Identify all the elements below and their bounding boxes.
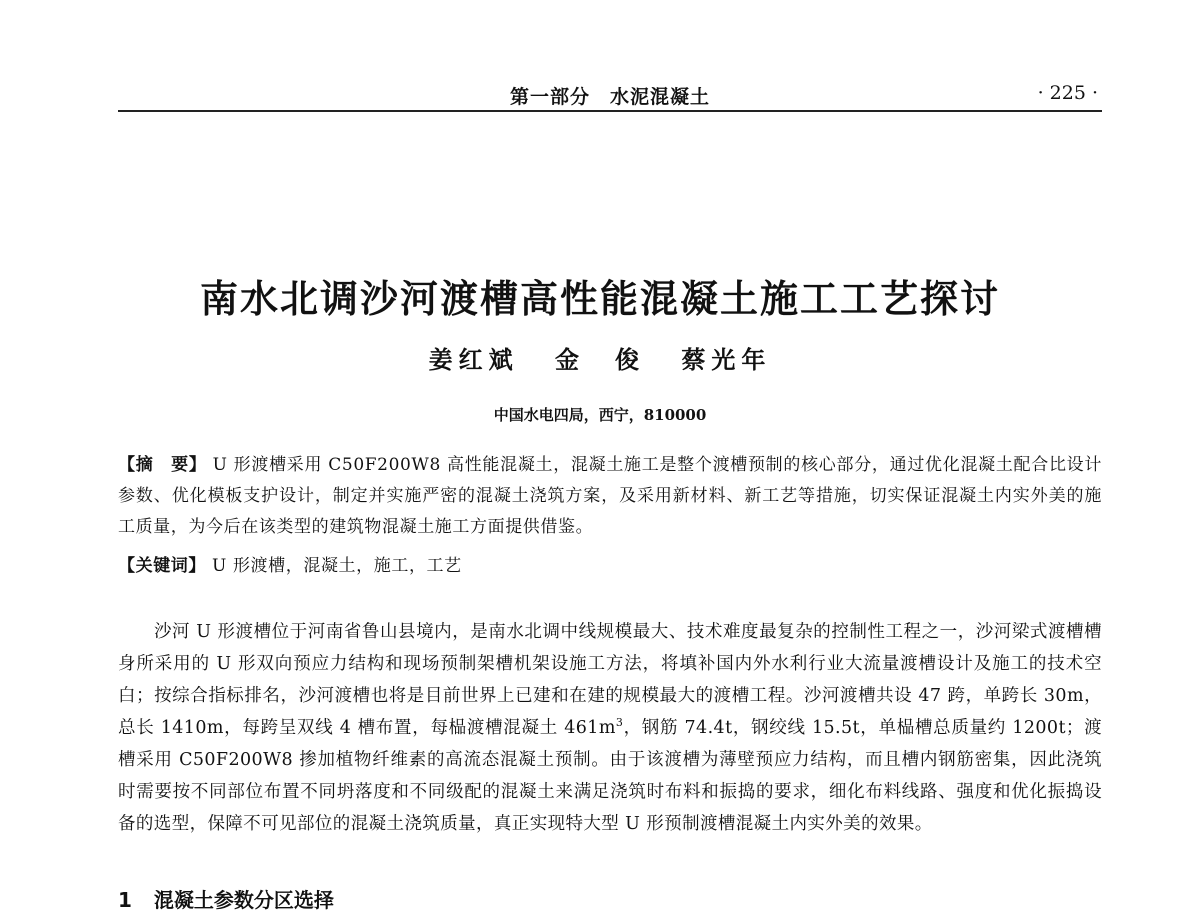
author-list — [0, 340, 1200, 375]
keywords — [118, 551, 1102, 581]
author-name: 蔡光年 — [681, 345, 772, 374]
abstract — [118, 450, 1102, 543]
abstract-text: U 形渡槽采用 C50F200W8 高性能混凝土，混凝土施工是整个渡槽预制的核心部分，通过优化混凝土配合比设计参数、优化模板支护设计，制定并实施严密的混凝土浇筑方案，及采用新材料、新工艺等措施，切实保证混凝土内实外美的施工质量，为今后在该类型的建筑物混凝土施工方面提供借鉴。 — [118, 455, 1102, 537]
keywords-label: 【关键词】 — [118, 556, 206, 576]
running-header — [118, 78, 1102, 112]
body-paragraph — [118, 616, 1102, 840]
section-number: 1 — [118, 888, 132, 912]
section-title: 混凝土参数分区选择 — [153, 888, 334, 912]
affiliation: 中国水电四局，西宁，810000 — [493, 406, 707, 424]
header-section-title: 第一部分 水泥混凝土 — [509, 86, 710, 108]
cubic-superscript: 3 — [615, 716, 624, 730]
keywords-text: U 形渡槽，混凝土，施工，工艺 — [212, 556, 462, 576]
author-name: 金 俊 — [555, 345, 645, 374]
section-heading — [118, 884, 334, 913]
body-text-part2: ，钢筋 74.4t，钢绞线 15.5t，单榀槽总质量约 1200t；渡槽采用 C50F200W8 掺加植物纤维素的高流态混凝土预制。由于该渡槽为薄壁预应力结构，而且槽内钢筋密集，因此浇筑时需要按不同部位布置不同坍落度和不同级配的混凝土来满足浇筑时布料和振捣的要求，细化布料线路、强度和优化振捣设备的选型，保障不可见部位的混凝土浇筑质量，真正实现特大型 U 形预制渡槽混凝土内实外美的效果。 — [118, 718, 1102, 834]
abstract-label: 【摘 要】 — [118, 455, 207, 475]
body-text-part1: 沙河 U 形渡槽位于河南省鲁山县境内，是南水北调中线规模最大、技术难度最复杂的控制性工程之一，沙河梁式渡槽槽身所采用的 U 形双向预应力结构和现场预制架槽机架设施工方法，将填补国内外水利行业大流量渡槽设计及施工的技术空白；按综合指标排名，沙河渡槽也将是目前世界上已建和在建的规模最大的渡槽工程。沙河渡槽共设 47 跨，单跨长 30m，总长 1410m，每跨呈双线 4 槽布置，每榀渡槽混凝土 461m — [118, 622, 1102, 738]
article-title: 南水北调沙河渡槽高性能混凝土施工工艺探讨 — [199, 276, 1000, 321]
page-number: · 225 · — [1037, 82, 1098, 104]
author-name: 姜红斌 — [428, 345, 519, 374]
